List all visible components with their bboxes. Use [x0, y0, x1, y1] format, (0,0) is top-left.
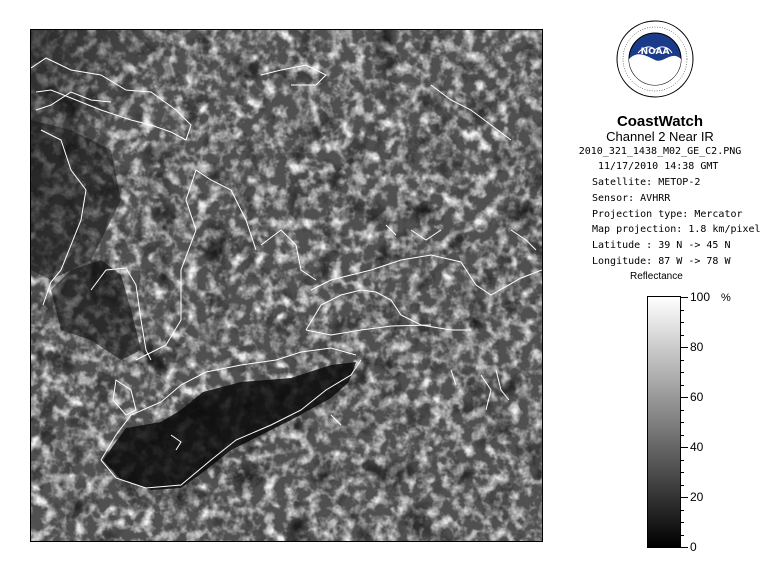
- colorbar-minor-tick: [681, 372, 684, 373]
- longitude-range: Longitude: 87 W -> 78 W: [592, 256, 731, 267]
- colorbar-minor-tick: [681, 510, 684, 511]
- colorbar-minor-tick: [681, 485, 684, 486]
- colorbar-minor-tick: [681, 435, 684, 436]
- colorbar-minor-tick: [681, 335, 684, 336]
- projection-type: Projection type: Mercator: [592, 209, 743, 220]
- colorbar-minor-tick: [681, 472, 684, 473]
- colorbar-minor-tick: [681, 535, 684, 536]
- colorbar-minor-tick: [681, 360, 684, 361]
- colorbar-minor-tick: [681, 410, 684, 411]
- map-projection: Map projection: 1.8 km/pixel: [592, 224, 761, 235]
- colorbar-tick-label: 20: [690, 490, 704, 504]
- latitude-range: Latitude : 39 N -> 45 N: [592, 240, 731, 251]
- logo-text: NOAA: [640, 47, 670, 57]
- filename: 2010_321_1438_M02_GE_C2.PNG: [578, 146, 742, 157]
- colorbar-major-tick: [681, 547, 688, 548]
- satellite-image-canvas: [31, 30, 542, 541]
- colorbar-tick-label: 80: [690, 340, 704, 354]
- colorbar-tick-label: 100: [690, 290, 711, 304]
- colorbar: [647, 296, 681, 548]
- colorbar-minor-tick: [681, 422, 684, 423]
- satellite-label: Satellite: METOP-2: [592, 177, 701, 188]
- colorbar-major-tick: [681, 297, 688, 298]
- colorbar-minor-tick: [681, 310, 684, 311]
- date-time: 11/17/2010 14:38 GMT: [598, 161, 719, 172]
- colorbar-tick-label: 40: [690, 440, 704, 454]
- colorbar-major-tick: [681, 497, 688, 498]
- colorbar-tick-label: 0: [690, 540, 697, 554]
- noaa-logo: [616, 20, 694, 98]
- colorbar-major-tick: [681, 397, 688, 398]
- colorbar-tick-label: 60: [690, 390, 704, 404]
- title: CoastWatch: [616, 113, 704, 130]
- satellite-image: [30, 29, 543, 542]
- colorbar-minor-tick: [681, 322, 684, 323]
- colorbar-unit: %: [721, 292, 731, 304]
- colorbar-label: Reflectance: [630, 271, 683, 282]
- colorbar-minor-tick: [681, 385, 684, 386]
- sensor-label: Sensor: AVHRR: [592, 193, 671, 204]
- colorbar-minor-tick: [681, 522, 684, 523]
- colorbar-major-tick: [681, 347, 688, 348]
- channel-label: Channel 2 Near IR: [606, 129, 714, 144]
- colorbar-major-tick: [681, 447, 688, 448]
- colorbar-minor-tick: [681, 460, 684, 461]
